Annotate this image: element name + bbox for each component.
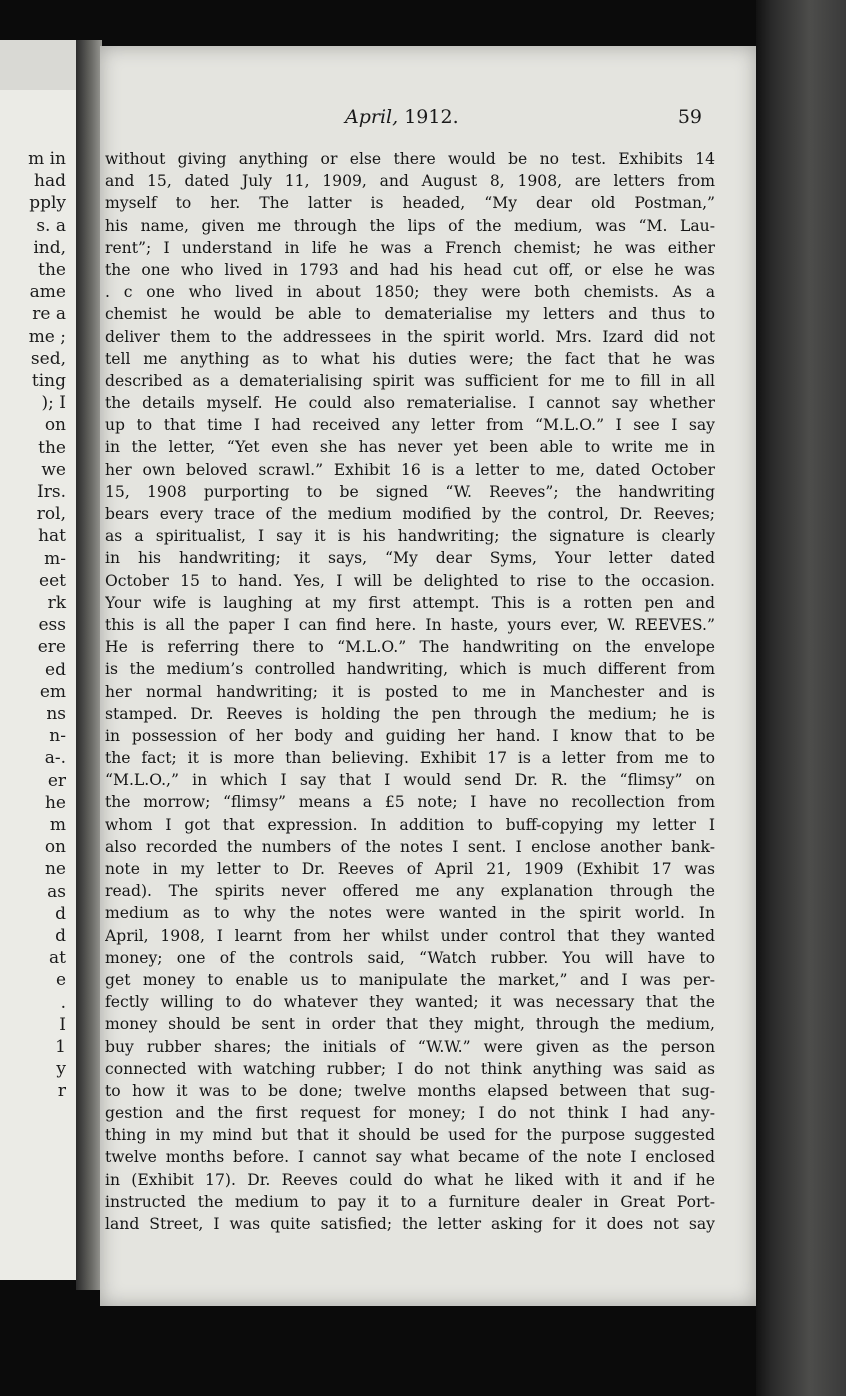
text-line: medium as to why the notes were wanted in the spirit world. In (105, 904, 715, 923)
text-line: instructed the medium to pay it to a furniture dealer in Great Port- (105, 1192, 715, 1211)
facing-page-fragment: m in (28, 149, 66, 169)
text-line: his name, given me through the lips of the medium, was “M. Lau- (105, 216, 715, 235)
facing-page-fragment: Irs. (37, 482, 66, 502)
text-line: her own beloved scrawl.” Exhibit 16 is a letter to me, dated October (105, 460, 715, 479)
facing-page-fragment: ere (37, 637, 66, 658)
text-line: He is referring there to “M.L.O.” The handwriting on the envelope (105, 638, 715, 657)
text-line: bears every trace of the medium modified by the control, Dr. Reeves; (105, 505, 715, 523)
facing-page-fragment: on (44, 837, 66, 858)
facing-page-fragment: sed, (30, 348, 66, 369)
running-head-year: 1912. (404, 106, 459, 128)
text-line: in possession of her body and guiding her hand. I know that to be (105, 726, 715, 745)
text-line: the one who lived in 1793 and had his head cut off, or else he was (105, 260, 715, 279)
facing-page-fragment: . (60, 992, 66, 1013)
text-line: the morrow; “flimsy” means a £5 note; I have no recollection from (105, 793, 715, 812)
text-line: is the medium’s controlled handwriting, which is much different from (105, 660, 715, 679)
text-line: rent”; I understand in life he was a French chemist; he was either (105, 238, 715, 257)
text-line: as a spiritualist, I say it is his handwriting; the signature is clearly (105, 527, 715, 546)
text-line: Your wife is laughing at my first attempt. This is a rotten pen and (105, 593, 715, 612)
facing-page-fragment: m (49, 815, 66, 835)
text-line: April, 1908, I learnt from her whilst under control that they wanted (105, 926, 715, 945)
facing-page-fragment: n- (49, 726, 66, 747)
text-line: connected with watching rubber; I do not think anything was said as (105, 1059, 715, 1078)
text-line: twelve months before. I cannot say what became of the note I enclosed (105, 1148, 715, 1167)
text-line: her normal handwriting; it is posted to me in Manchester and is (105, 682, 715, 701)
text-line: buy rubber shares; the initials of “W.W.” were given as the person (105, 1037, 715, 1056)
facing-page-fragment: y (56, 1059, 66, 1080)
facing-page-fragment: had (34, 171, 66, 192)
page-number: 59 (677, 106, 702, 128)
text-line: October 15 to hand. Yes, I will be delighted to rise to the occasion. (105, 571, 715, 590)
facing-page-fragment: er (47, 770, 66, 791)
text-line: whom I got that expression. In addition to buff-copying my letter I (105, 815, 715, 834)
text-line: get money to enable us to manipulate the market,” and I was per- (105, 970, 715, 989)
facing-page-fragment: eet (39, 570, 66, 591)
text-line: note in my letter to Dr. Reeves of April 21, 1909 (Exhibit 17 was (105, 860, 715, 878)
page-header (100, 106, 756, 136)
text-line: in his handwriting; it says, “My dear Syms, Your letter dated (105, 549, 715, 568)
body-text (105, 148, 715, 1235)
text-line: also recorded the numbers of the notes I sent. I enclose another bank- (105, 837, 715, 856)
facing-page-fragment: d (55, 903, 66, 924)
text-line: 15, 1908 purporting to be signed “W. Reeves”; the handwriting (105, 482, 715, 501)
facing-page-fragment: d (55, 926, 66, 946)
facing-page-fragment: ess (38, 615, 66, 636)
facing-page-fragment: the (38, 260, 66, 280)
text-line: . c one who lived in about 1850; they were both chemists. As a (105, 283, 715, 302)
text-line: up to that time I had received any letter from “M.L.O.” I see I say (105, 416, 715, 435)
facing-page-fragment: hat (38, 526, 66, 547)
facing-page-fragment: ame (29, 282, 66, 303)
facing-page-fragment: rol, (36, 504, 66, 525)
text-line: money should be sent in order that they might, through the medium, (105, 1015, 715, 1034)
text-line: tell me anything as to what his duties were; the fact that he was (105, 349, 715, 368)
facing-page-fragment: rk (47, 593, 66, 613)
facing-page-fragment: ting (31, 371, 66, 391)
facing-page-fragment: em (39, 681, 66, 702)
facing-page-fragment: ind, (33, 237, 66, 258)
text-line: this is all the paper I can find here. In haste, yours ever, W. REEVES.” (105, 615, 715, 634)
text-line: in the letter, “Yet even she has never yet been able to write me in (105, 438, 715, 457)
text-line: deliver them to the addressees in the spirit world. Mrs. Izard did not (105, 327, 715, 346)
running-head (345, 106, 459, 128)
facing-page-fragment: he (44, 792, 66, 813)
facing-page-fragment: 1 (55, 1037, 66, 1057)
text-line: fectly willing to do whatever they wanted; it was necessary that the (105, 993, 715, 1012)
text-line: described as a dematerialising spirit was sufficient for me to fill in all (105, 371, 715, 390)
text-line: chemist he would be able to dematerialise my letters and thus to (105, 305, 715, 324)
facing-page-fragment: a-. (44, 748, 66, 769)
text-line: the fact; it is more than believing. Exhibit 17 is a letter from me to (105, 749, 715, 768)
book-gutter (76, 40, 102, 1290)
text-line: read). The spirits never offered me any explanation through the (105, 882, 715, 901)
facing-page-fragment: at (49, 948, 66, 969)
facing-page-fragment: as (47, 881, 66, 902)
facing-page-fragment: e (55, 970, 66, 991)
facing-page-fragment: ne (44, 859, 66, 880)
text-line: stamped. Dr. Reeves is holding the pen through the medium; he is (105, 704, 715, 723)
text-line: the details myself. He could also rematerialise. I cannot say whether (105, 394, 715, 413)
text-line: land Street, I was quite satisfied; the letter asking for it does not say (105, 1215, 715, 1233)
facing-page-fragment: we (41, 459, 66, 480)
text-line: in (Exhibit 17). Dr. Reeves could do what he liked with it and if he (105, 1170, 715, 1189)
book-page (100, 46, 756, 1306)
text-line: and 15, dated July 11, 1909, and August 8, 1908, are letters from (105, 172, 715, 191)
text-line: money; one of the controls said, “Watch rubber. You will have to (105, 948, 715, 967)
text-line: without giving anything or else there would be no test. Exhibits 14 (105, 150, 715, 168)
facing-page-fragment: ed (45, 659, 66, 680)
text-line: “M.L.O.,” in which I say that I would send Dr. R. the “flimsy” on (105, 771, 715, 790)
scanner-background (756, 0, 846, 1396)
facing-page-fragment: s. a (36, 215, 66, 236)
facing-page-fragment: the (38, 437, 66, 458)
facing-page-fragment: I (59, 1014, 66, 1035)
running-head-month: April, (345, 106, 399, 128)
facing-page-fragment: r (57, 1081, 66, 1102)
facing-page-fragment: ); I (41, 393, 66, 414)
text-line: thing in my mind but that it should be used for the purpose suggested (105, 1126, 715, 1145)
facing-page-fragment: on (44, 415, 66, 436)
facing-page-fragment: pply (29, 193, 66, 214)
text-line: to how it was to be done; twelve months elapsed between that sug- (105, 1081, 715, 1100)
facing-page-edge (0, 40, 78, 1280)
facing-page-text-area (0, 90, 76, 1280)
text-line: gestion and the first request for money; I do not think I had any- (105, 1104, 715, 1123)
facing-page-fragment: re a (32, 304, 66, 325)
text-line: myself to her. The latter is headed, “My dear old Postman,” (105, 194, 715, 213)
facing-page-fragment: ns (46, 704, 66, 724)
facing-page-fragment: me ; (28, 326, 66, 347)
facing-page-fragment: m- (44, 548, 66, 569)
